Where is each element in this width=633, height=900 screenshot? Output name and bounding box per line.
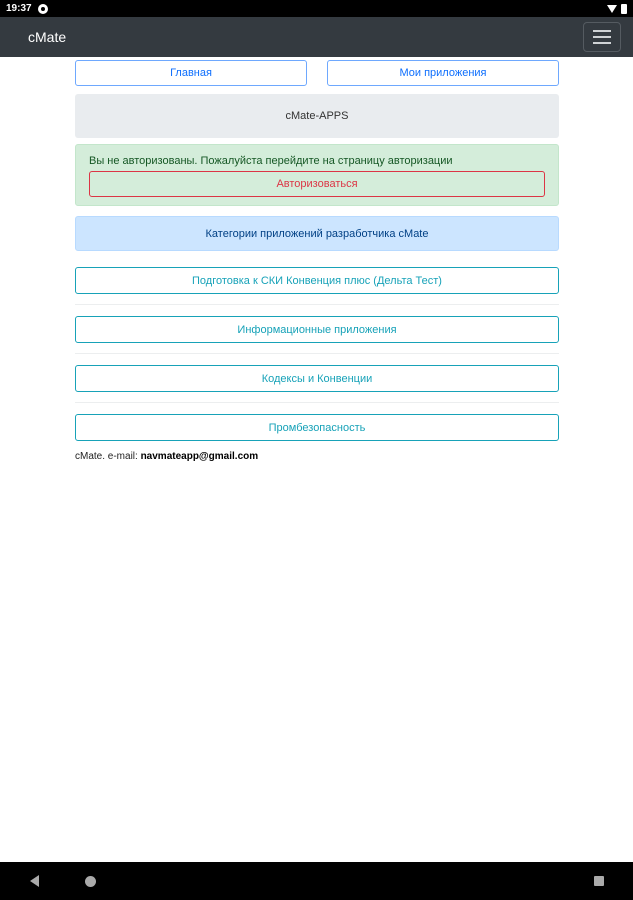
system-nav-bar [0, 862, 633, 900]
category-button-industrial-safety[interactable]: Промбезопасность [75, 414, 559, 441]
back-icon[interactable] [30, 875, 39, 887]
status-indicators [607, 4, 627, 14]
login-button[interactable]: Авторизоваться [89, 171, 545, 197]
footer-prefix: cMate. e-mail: [75, 451, 141, 462]
app-bar [0, 17, 633, 57]
recent-apps-icon[interactable] [594, 876, 604, 886]
auth-alert-message: Вы не авторизованы. Пожалуйста перейдите на страницу авторизации [89, 155, 453, 167]
banner-title: cMate-APPS [285, 110, 349, 122]
category-button-codes[interactable]: Кодексы и Конвенции [75, 365, 559, 392]
auth-alert [75, 144, 559, 206]
banner [75, 94, 559, 138]
hamburger-icon-line [593, 36, 611, 38]
battery-icon [621, 4, 627, 14]
categories-header [75, 216, 559, 251]
footer-email[interactable]: navmateapp@gmail.com [140, 451, 259, 462]
home-circle-icon[interactable] [85, 876, 96, 887]
status-time: 19:37 [6, 3, 32, 14]
wifi-icon [607, 5, 617, 13]
divider [75, 402, 559, 403]
divider [75, 353, 559, 354]
menu-toggle-button[interactable] [583, 22, 621, 52]
status-bar [0, 0, 633, 17]
footer [75, 451, 559, 462]
app-notification-icon [38, 4, 48, 14]
my-apps-button[interactable]: Мои приложения [327, 60, 559, 86]
home-button[interactable]: Главная [75, 60, 307, 86]
hamburger-icon-line [593, 30, 611, 32]
category-button-info-apps[interactable]: Информационные приложения [75, 316, 559, 343]
main-content [75, 57, 559, 462]
categories-header-text: Категории приложений разработчика cMate [205, 227, 429, 240]
category-button-ski-prep[interactable]: Подготовка к СКИ Конвенция плюс (Дельта Тест) [75, 267, 559, 294]
hamburger-icon-line [593, 42, 611, 44]
divider [75, 304, 559, 305]
app-title[interactable]: cMate [28, 29, 67, 45]
nav-row [75, 60, 559, 86]
